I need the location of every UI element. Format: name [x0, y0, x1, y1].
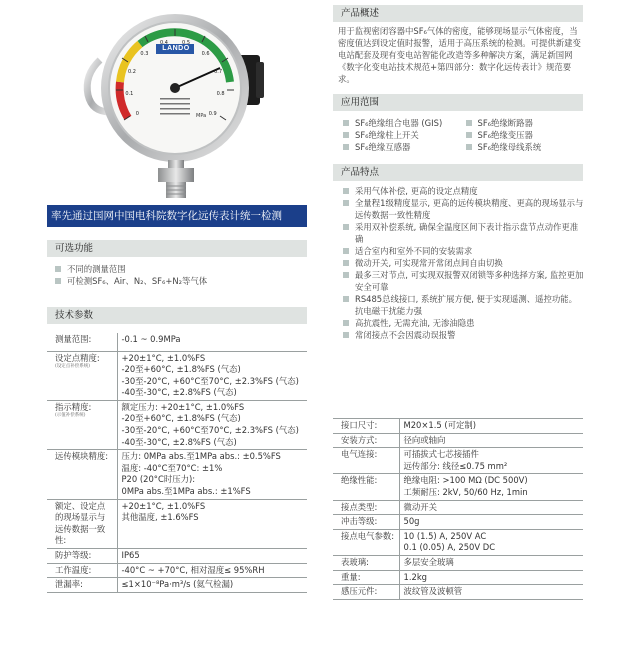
bullet-icon [343, 248, 349, 254]
list-item: SF₆绝缘互感器 [340, 141, 463, 153]
bullet-icon [55, 266, 61, 272]
bullet-icon [343, 144, 349, 150]
interface-table [333, 418, 583, 600]
table-row: 绝缘性能: 绝缘电阻: >100 MΩ (DC 500V) 工频耐压: 2kV, 50/60 Hz, 1min [333, 474, 583, 500]
bullet-icon [466, 144, 472, 150]
list-item: SF₆绝缘组合电器 (GIS) [340, 117, 463, 129]
features-list [340, 185, 585, 341]
bullet-icon [466, 132, 472, 138]
table-row: 设定点精度: (设定点补偿系统) +20±1°C, ±1.0%FS -20至+60°C, ±1.8%FS (气态) -30至-20°C, +60°C至70°C, ±2.3%FS (气态) -40至-30°C, ±2.8%FS (气态) [47, 351, 307, 400]
gauge-scale-label: 0.9 [208, 111, 217, 118]
gauge-brand: LANDO [162, 45, 190, 52]
optional-features-list [52, 263, 307, 287]
list-item: 最多三对节点, 可实现双报警双闭锁等多种选择方案, 监控更加安全可靠 [340, 269, 585, 293]
table-row: 泄漏率: ≤1×10⁻⁸Pa·m³/s (氦气检漏) [47, 578, 307, 593]
bullet-icon [343, 120, 349, 126]
bullet-icon [55, 278, 61, 284]
gauge-scale-label: 0.5 [182, 40, 191, 47]
gauge-unit: MPa [196, 113, 207, 119]
bullet-icon [466, 120, 472, 126]
features-heading: 产品特点 [333, 164, 583, 181]
bullet-icon [343, 296, 349, 302]
list-item: 微动开关, 可实现常开常闭点间自由切换 [340, 257, 585, 269]
table-row: 测量范围: -0.1 ~ 0.9MPa [47, 333, 307, 351]
gauge-scale-label: 0.2 [127, 68, 136, 75]
list-item: 采用气体补偿, 更高的设定点精度 [340, 185, 585, 197]
overview-heading: 产品概述 [333, 5, 583, 22]
applications-heading: 应用范围 [333, 94, 583, 111]
list-item: SF₆绝缘母线系统 [463, 141, 586, 153]
bullet-icon [343, 332, 349, 338]
gauge-scale-label: 0.4 [159, 40, 168, 47]
table-row: 工作温度: -40°C ~ +70°C, 相对湿度≤ 95%RH [47, 563, 307, 578]
gauge-scale-label: 0.6 [201, 50, 210, 57]
list-item: 适合室内和室外不同的安装需求 [340, 245, 585, 257]
list-item: SF₆绝缘柱上开关 [340, 129, 463, 141]
table-row: 接口尺寸: M20×1.5 (可定制) [333, 419, 583, 434]
table-row: 指示精度: (示值补偿系统) 额定压力: +20±1°C, ±1.0%FS -20至+60°C, ±1.8%FS (气态) -30至-20°C, +60°C至70°C, ±2.3%FS (气态) -40至-30°C, ±2.8%FS (气态) [47, 400, 307, 449]
bullet-icon [343, 188, 349, 194]
table-row: 防护等级: IP65 [47, 549, 307, 564]
table-row: 表玻璃: 多层安全玻璃 [333, 555, 583, 570]
list-item: 常闭接点不会因震动误报警 [340, 329, 585, 341]
tech-params-table [47, 333, 307, 593]
table-row: 冲击等级: 50g [333, 515, 583, 530]
list-item: 可检测SF₆、Air、N₂、SF₆+N₂等气体 [52, 275, 307, 287]
applications-list [340, 117, 585, 153]
table-row: 安装方式: 径向或轴向 [333, 433, 583, 448]
list-item: SF₆绝缘变压器 [463, 129, 586, 141]
tech-params-heading: 技术参数 [47, 307, 307, 324]
list-item: SF₆绝缘断路器 [463, 117, 586, 129]
table-row: 接点电气参数: 10 (1.5) A, 250V AC 0.1 (0.05) A, 250V DC [333, 529, 583, 555]
list-item: 采用双补偿系统, 确保全温度区间下表计指示盘节点动作更准确 [340, 221, 585, 245]
bullet-icon [343, 260, 349, 266]
table-row: 重量: 1.2kg [333, 570, 583, 585]
bullet-icon [343, 320, 349, 326]
pressure-gauge-image [70, 0, 270, 200]
list-item: 不同的测量范围 [52, 263, 307, 275]
product-photo [70, 0, 270, 200]
gauge-scale-label: 0.7 [214, 68, 223, 75]
bullet-icon [343, 224, 349, 230]
table-row: 额定、设定点的现场显示与远传数据一致性: +20±1°C, ±1.0%FS 其他温度, ±1.6%FS [47, 499, 307, 548]
list-item: 高抗震性, 无需充油, 无渗油隐患 [340, 317, 585, 329]
list-item: RS485总线接口, 系统扩展方便, 便于实现遥测、遥控功能。抗电磁干扰能力强 [340, 293, 585, 317]
table-row: 电气连接: 可插拔式七芯接插件 远传部分: 线径≤0.75 mm² [333, 448, 583, 474]
gauge-scale-label: 0 [135, 111, 139, 118]
bullet-icon [343, 272, 349, 278]
gauge-scale-label: 0.3 [140, 50, 149, 57]
list-item: 全量程1级精度显示, 更高的远传模块精度、更高的现场显示与远传数据一致性精度 [340, 197, 585, 221]
optional-features-heading: 可选功能 [47, 240, 307, 257]
overview-text: 用于监视密闭容器中SF₆气体的密度，能够现场显示气体密度，当密度值达到设定值时报警，适用于高压系统的检测。可提供新建变电站配套及现有变电站智能化改造等多种解决方案，满足新国网《数字化变电站技术规范+第四部分：数字化远传表计》规范要求。 [338, 26, 581, 84]
gauge-scale-label: 0.1 [125, 90, 134, 97]
bullet-icon [343, 200, 349, 206]
table-row: 接点类型: 微动开关 [333, 500, 583, 515]
table-row: 远传模块精度: 压力: 0MPa abs.至1MPa abs.: ±0.5%FS 温度: -40°C至70°C: ±1% P20 (20°C时压力): 0MPa abs.至1MPa abs.: ±1%FS [47, 450, 307, 499]
table-row: 感压元件: 波纹管及波顿管 [333, 585, 583, 600]
gauge-scale-label: 0.8 [216, 90, 225, 97]
bullet-icon [343, 132, 349, 138]
product-banner: 率先通过国网中国电科院数字化远传表计统一检测 [47, 205, 307, 227]
